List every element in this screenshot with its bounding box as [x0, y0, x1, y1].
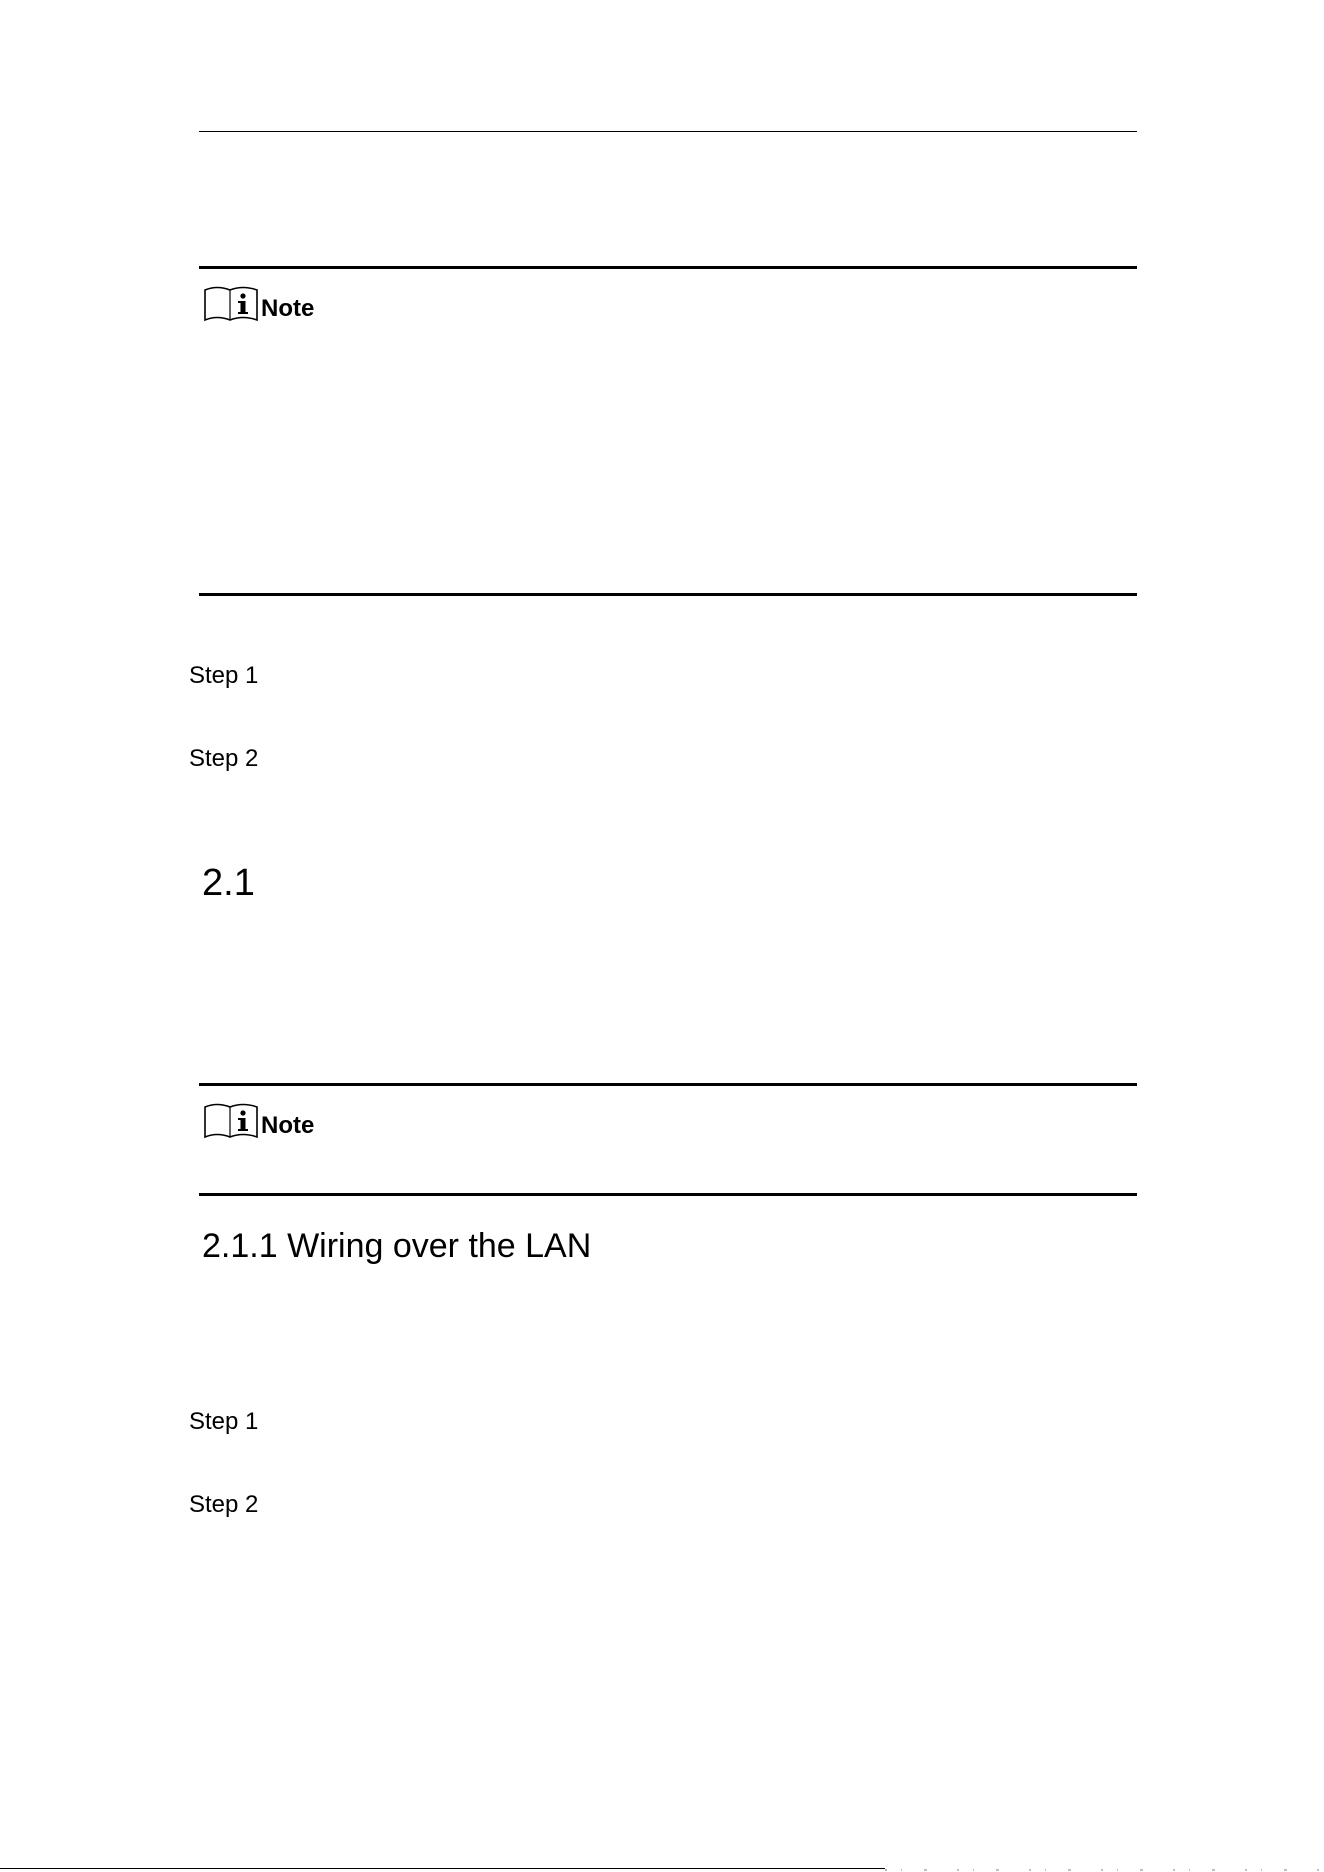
note-header [203, 283, 314, 323]
footer-rule [0, 1868, 885, 1869]
note-top-rule [199, 1083, 1137, 1086]
step-label: Step 1 [189, 662, 259, 689]
note-header [203, 1100, 314, 1140]
note-label: Note [261, 295, 315, 322]
book-info-icon [203, 285, 259, 323]
section-heading: 2.1 [202, 862, 255, 904]
subsection-heading: 2.1.1 Wiring over the LAN [202, 1227, 592, 1265]
note-label: Note [261, 1112, 315, 1139]
step-label: Step 1 [189, 1408, 259, 1435]
note-top-rule [199, 266, 1137, 269]
note-bottom-rule [199, 1193, 1137, 1196]
step-label: Step 2 [189, 745, 259, 772]
footer-marks [885, 1866, 1324, 1871]
header-rule [199, 131, 1137, 132]
book-info-icon [203, 1102, 259, 1140]
step-label: Step 2 [189, 1491, 259, 1518]
note-bottom-rule [199, 593, 1137, 596]
